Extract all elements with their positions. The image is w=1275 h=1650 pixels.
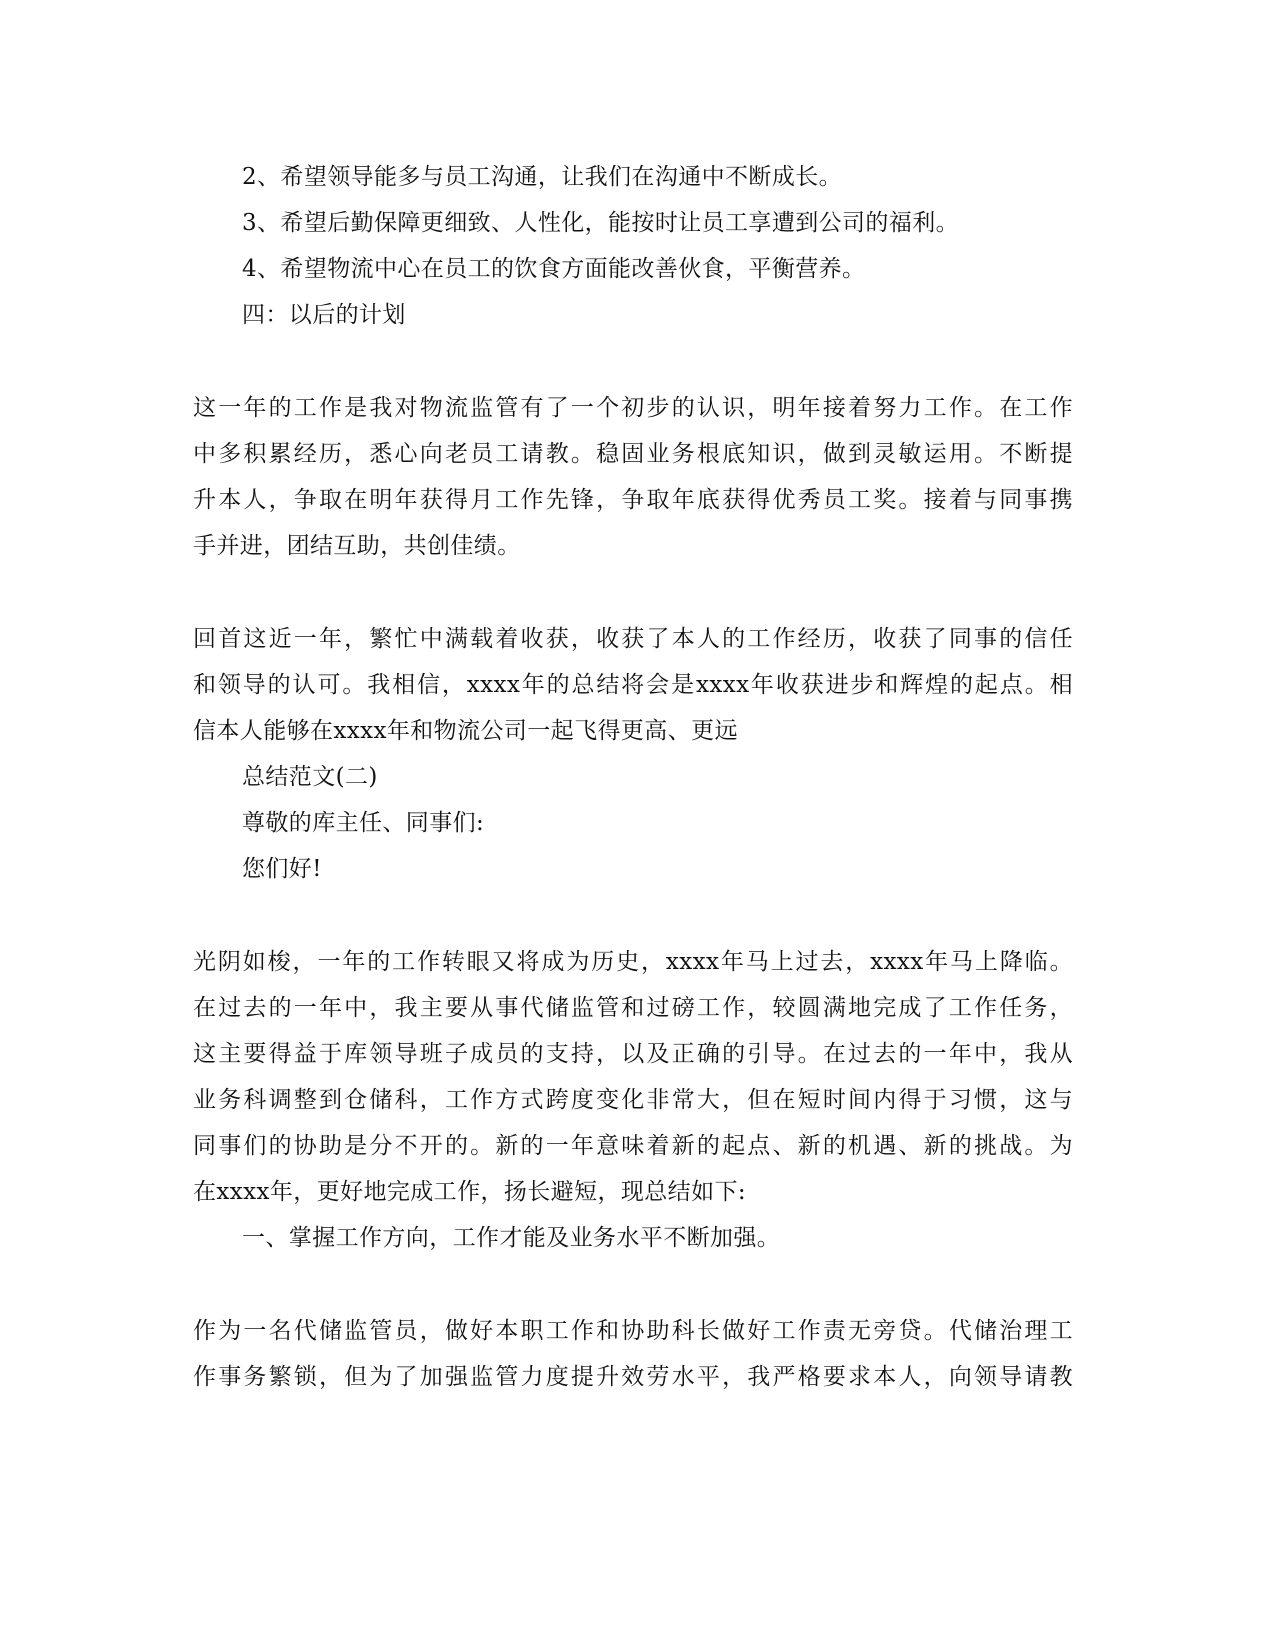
intro-paragraph-line: 在xxxx年，更好地完成工作，扬长避短，现总结如下: <box>193 1179 747 1205</box>
greeting: 您们好! <box>242 856 322 882</box>
intro-paragraph-line: 这主要得益于库领导班子成员的支持，以及正确的引导。在过去的一年中，我从 <box>193 1041 1073 1067</box>
intro-paragraph-line: 业务科调整到仓储科，工作方式跨度变化非常大，但在短时间内得于习惯，这与 <box>193 1087 1073 1113</box>
intro-paragraph-line: 同事们的协助是分不开的。新的一年意味着新的起点、新的机遇、新的挑战。为 <box>193 1133 1073 1159</box>
plan-paragraph-line: 这一年的工作是我对物流监管有了一个初步的认识，明年接着努力工作。在工作 <box>193 395 1073 421</box>
plan-paragraph-line: 升本人，争取在明年获得月工作先锋，争取年底获得优秀员工奖。接着与同事携 <box>193 487 1073 513</box>
sample-title: 总结范文(二) <box>242 764 378 790</box>
salutation: 尊敬的库主任、同事们: <box>242 810 485 836</box>
final-paragraph-line: 作为一名代储监管员，做好本职工作和协助科长做好工作责无旁贷。代储治理工 <box>193 1318 1073 1344</box>
point-heading-1: 一、掌握工作方向，工作才能及业务水平不断加强。 <box>242 1225 781 1251</box>
list-item-3: 3、希望后勤保障更细致、人性化，能按时让员工享遭到公司的福利。 <box>242 210 960 236</box>
review-paragraph-line: 回首这近一年，繁忙中满载着收获，收获了本人的工作经历，收获了同事的信任 <box>193 626 1073 652</box>
plan-paragraph-line: 手并进，团结互助，共创佳绩。 <box>193 533 521 559</box>
final-paragraph-line: 作事务繁锁，但为了加强监管力度提升效劳水平，我严格要求本人，向领导请教 <box>193 1364 1073 1390</box>
plan-paragraph-line: 中多积累经历，悉心向老员工请教。稳固业务根底知识，做到灵敏运用。不断提 <box>193 441 1073 467</box>
list-item-2: 2、希望领导能多与员工沟通，让我们在沟通中不断成长。 <box>242 164 843 190</box>
review-paragraph-line: 信本人能够在xxxx年和物流公司一起飞得更高、更远 <box>193 718 738 744</box>
intro-paragraph-line: 光阴如梭，一年的工作转眼又将成为历史，xxxx年马上过去，xxxx年马上降临。 <box>193 949 1073 975</box>
section-heading-plan: 四：以后的计划 <box>242 302 406 328</box>
intro-paragraph-line: 在过去的一年中，我主要从事代储监管和过磅工作，较圆满地完成了工作任务， <box>193 995 1073 1021</box>
list-item-4: 4、希望物流中心在员工的饮食方面能改善伙食，平衡营养。 <box>242 256 866 282</box>
review-paragraph-line: 和领导的认可。我相信，xxxx年的总结将会是xxxx年收获进步和辉煌的起点。相 <box>193 672 1073 698</box>
